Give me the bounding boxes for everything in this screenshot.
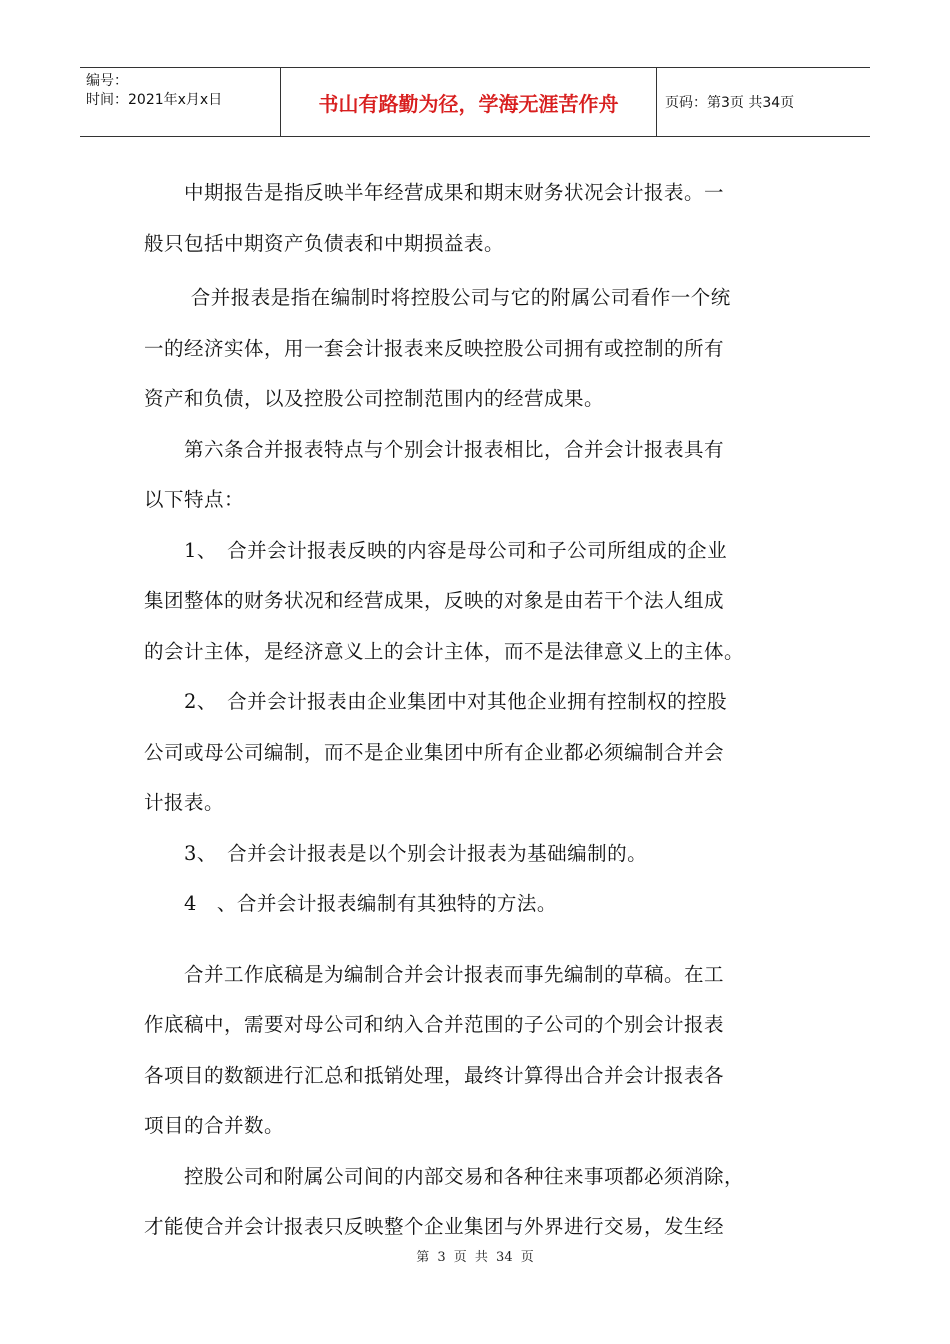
text-line: 合并工作底稿是为编制合并会计报表而事先编制的草稿。在工 [144, 962, 725, 986]
text-line: 公司或母公司编制，而不是企业集团中所有企业都必须编制合并会 [144, 740, 725, 764]
text-line: 3、 合并会计报表是以个别会计报表为基础编制的。 [144, 841, 648, 865]
text-line: 的会计主体，是经济意义上的会计主体，而不是法律意义上的主体。 [144, 639, 745, 663]
text-line: 1、 合并会计报表反映的内容是母公司和子公司所组成的企业 [144, 538, 728, 562]
header-page-label: 页码：第3页 共34页 [665, 95, 795, 111]
text-line: 2、 合并会计报表由企业集团中对其他企业拥有控制权的控股 [144, 690, 728, 713]
page-header [80, 67, 870, 137]
text-line: 才能使合并会计报表只反映整个企业集团与外界进行交易，发生经 [144, 1215, 725, 1238]
text-line: 般只包括中期资产负债表和中期损益表。 [144, 231, 505, 255]
number-label: 编号： [86, 73, 128, 89]
text-line: 合并报表是指在编制时将控股公司与它的附属公司看作一个统 [144, 286, 731, 309]
text-line: 第六条合并报表特点与个别会计报表相比，合并会计报表具有 [144, 437, 725, 461]
text-line: 集团整体的财务状况和经营成果，反映的对象是由若干个法人组成 [144, 589, 725, 612]
text-line: 以下特点： [144, 488, 245, 511]
header-motto: 书山有路勤为径，学海无涯苦作舟 [281, 68, 657, 136]
text-line: 资产和负债，以及控股公司控制范围内的经营成果。 [144, 387, 605, 410]
text-line: 一的经济实体，用一套会计报表来反映控股公司拥有或控制的所有 [144, 336, 725, 360]
text-line: 项目的合并数。 [144, 1114, 285, 1137]
time-label: 时间：2021年x月x日 [86, 92, 223, 108]
text-line: 作底稿中，需要对母公司和纳入合并范围的子公司的个别会计报表 [144, 1013, 725, 1036]
text-line: 控股公司和附属公司间的内部交易和各种往来事项都必须消除， [144, 1164, 745, 1188]
document-body [144, 168, 824, 1253]
text-line: 各项目的数额进行汇总和抵销处理，最终计算得出合并会计报表各 [144, 1063, 725, 1087]
text-line: 计报表。 [144, 791, 225, 814]
text-line: 中期报告是指反映半年经营成果和期末财务状况会计报表。一 [144, 181, 725, 204]
page-footer: 第 3 页 共 34 页 [416, 1250, 534, 1265]
text-line: 4 、合并会计报表编制有其独特的方法。 [144, 892, 557, 915]
header-meta [80, 68, 281, 136]
